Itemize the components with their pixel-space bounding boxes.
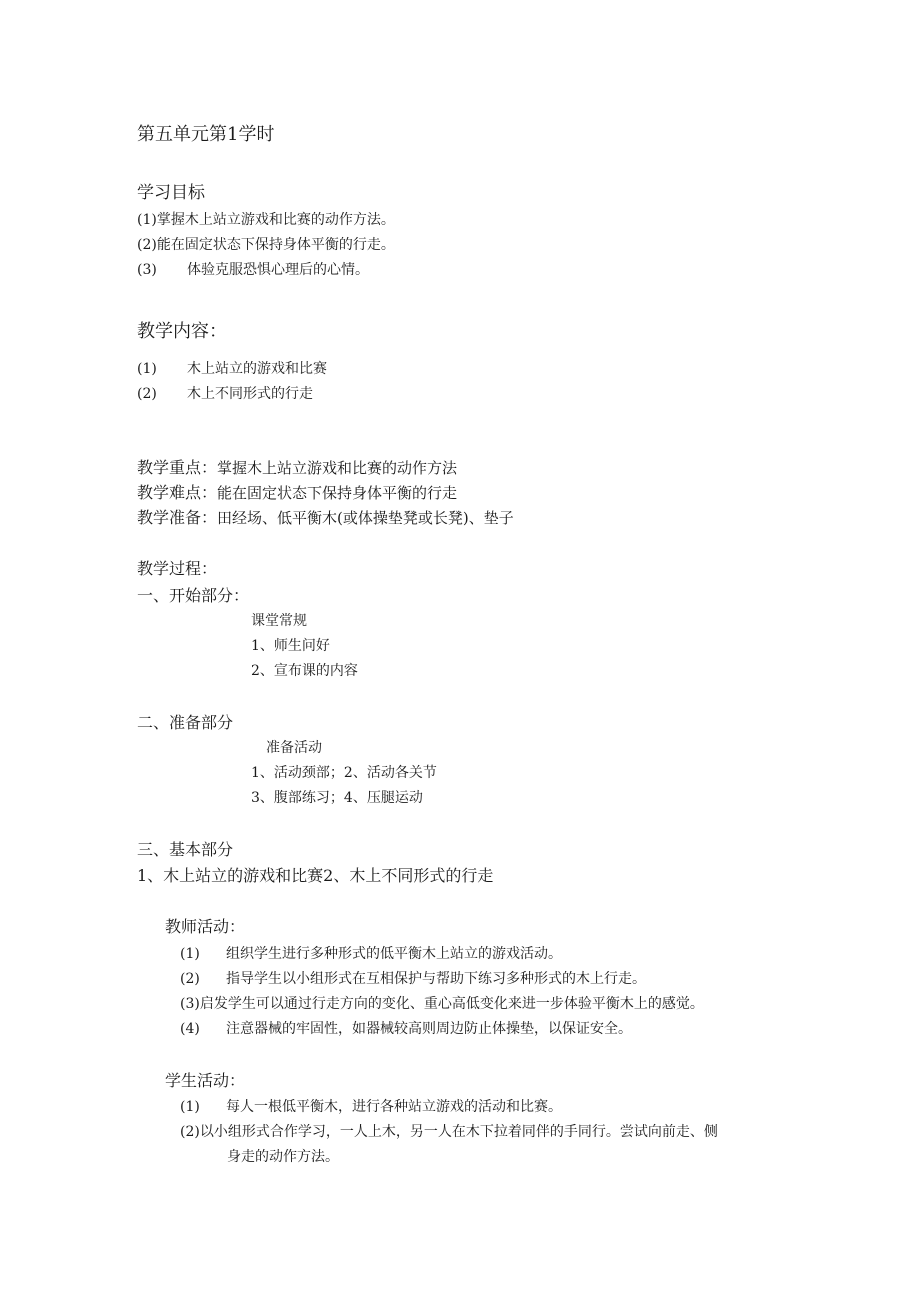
part2-heading: 二、准备部分	[137, 713, 234, 732]
teacher-num: (3)	[180, 996, 200, 1012]
part2-item: 3、腹部练习；4、压腿运动	[251, 790, 423, 806]
teacher-num: (2)	[180, 971, 200, 987]
student-item	[180, 1124, 718, 1141]
student-text: 以小组形式合作学习，一人上木，另一人在木下拉着同伴的手同行。尝试向前走、侧	[199, 1124, 718, 1140]
teacher-item	[180, 946, 562, 963]
part1-item: 1、师生问好	[251, 638, 330, 654]
objective-text: 能在固定状态下保持身体平衡的行走。	[156, 237, 395, 253]
content-heading: 教学内容：	[137, 321, 227, 342]
student-num: (2)	[180, 1124, 200, 1140]
key-point-label: 教学重点：	[137, 458, 218, 477]
objective-text: 掌握木上站立游戏和比赛的动作方法。	[156, 212, 395, 228]
objective-text: 体验克服恐惧心理后的心情。	[187, 262, 369, 278]
student-item	[180, 1099, 562, 1116]
part2-sub: 准备活动	[266, 740, 322, 756]
difficulty-label: 教学难点：	[137, 483, 218, 502]
student-heading: 学生活动：	[165, 1071, 246, 1090]
objective-item	[137, 212, 395, 229]
preparation	[137, 508, 514, 527]
process-heading: 教学过程：	[137, 559, 218, 578]
content-item	[137, 386, 313, 403]
preparation-text: 田经场、低平衡木(或体操垫凳或长凳)、垫子	[217, 509, 514, 527]
objectives-heading: 学习目标	[137, 183, 205, 203]
teacher-item	[180, 971, 646, 988]
content-num: (1)	[137, 361, 157, 377]
teacher-text: 组织学生进行多种形式的低平衡木上站立的游戏活动。	[226, 946, 562, 962]
page-title: 第五单元第1学时	[137, 124, 275, 145]
objective-num: (2)	[137, 237, 157, 253]
teacher-item	[180, 1021, 632, 1038]
student-item-continuation: 身走的动作方法。	[227, 1149, 339, 1165]
part3-heading: 三、基本部分	[137, 840, 234, 859]
content-item	[137, 361, 327, 378]
student-text: 每人一根低平衡木，进行各种站立游戏的活动和比赛。	[226, 1099, 562, 1115]
key-point-text: 掌握木上站立游戏和比赛的动作方法	[217, 459, 458, 477]
part2-item: 1、活动颈部；2、活动各关节	[251, 765, 437, 781]
part1-item: 2、宣布课的内容	[251, 663, 358, 679]
objective-num: (1)	[137, 212, 157, 228]
part1-heading: 一、开始部分：	[137, 586, 250, 605]
key-point	[137, 458, 457, 477]
teacher-item	[180, 996, 704, 1013]
difficulty-text: 能在固定状态下保持身体平衡的行走	[217, 484, 458, 502]
content-num: (2)	[137, 386, 157, 402]
part1-sub: 课堂常规	[251, 613, 307, 629]
part3-topic: 1、木上站立的游戏和比赛2、木上不同形式的行走	[137, 866, 494, 885]
teacher-text: 启发学生可以通过行走方向的变化、重心高低变化来进一步体验平衡木上的感觉。	[199, 996, 704, 1012]
teacher-num: (1)	[180, 946, 200, 962]
content-text: 木上不同形式的行走	[187, 386, 313, 402]
objective-num: (3)	[137, 262, 157, 278]
content-text: 木上站立的游戏和比赛	[187, 361, 327, 377]
teacher-heading: 教师活动：	[165, 917, 246, 936]
preparation-label: 教学准备：	[137, 508, 218, 527]
difficulty	[137, 483, 457, 502]
student-num: (1)	[180, 1099, 200, 1115]
teacher-text: 指导学生以小组形式在互相保护与帮助下练习多种形式的木上行走。	[226, 971, 646, 987]
teacher-text: 注意器械的牢固性，如器械较高则周边防止体操垫，以保证安全。	[226, 1021, 632, 1037]
objective-item	[137, 262, 369, 279]
objective-item	[137, 237, 395, 254]
teacher-num: (4)	[180, 1021, 200, 1037]
